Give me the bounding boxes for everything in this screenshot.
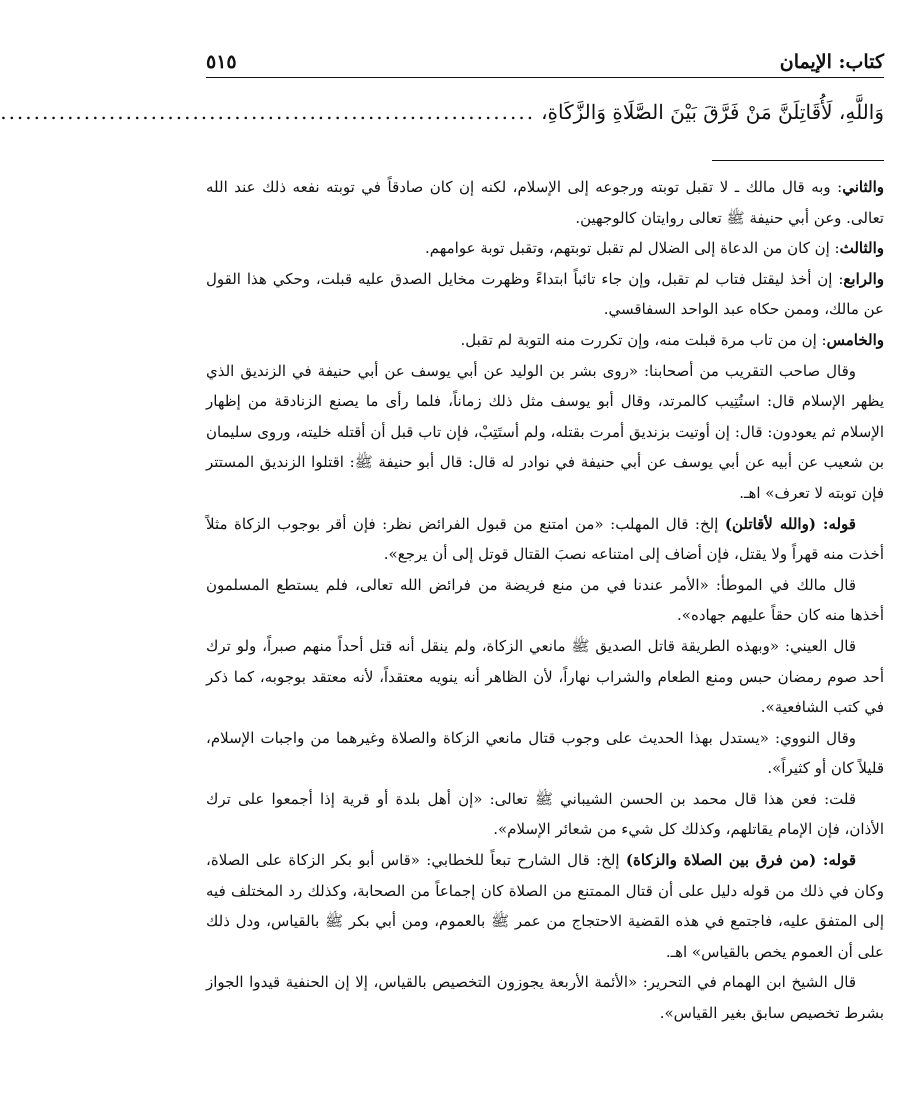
paragraph xyxy=(206,631,884,723)
paragraph-text: قال مالك في الموطأ: «الأمر عندنا في من منع فريضة من فرائض الله تعالى، فلم يستطع المسلمون أخذها منه كان حقاً عليهم جهاده». xyxy=(206,575,884,625)
paragraph xyxy=(206,325,884,356)
paragraph-text: قال الشيخ ابن الهمام في التحرير: «الأئمة الأربعة يجوزون التخصيص بالقياس، إلا إن الحنفية قيدوا الجواز بشرط تخصيص سابق بغير القياس». xyxy=(206,973,884,1023)
paragraph-text: وقال صاحب التقريب من أصحابنا: «روى بشر بن الوليد عن أبي يوسف عن أبي حنيفة في الزنديق الذي يظهر الإسلام قال: استُتِيب كالمرتد، وقال أبو يوسف مثل ذلك زماناً، فلما رأى ما يصنع الزنادقة من إظهار الإسلام ثم يعودون: قال: إن أوتيت بزنديق أمرت بقتله، ولم أستَتِبْ، فإن تاب قبل أن أقتله خليته، وروى سليمان بن شعيب عن أبيه عن أبي يوسف عن أبي حنيفة في نوادر له قال: قال أبو حنيفة ﷺ: اقتلوا الزنديق المستتر فإن توبته لا تعرف» اهـ. xyxy=(206,361,884,502)
paragraph-text: قال العيني: «وبهذه الطريقة قاتل الصديق ﷺ مانعي الزكاة، ولم ينقل أنه قتل أحداً منهم صبراً، ولو ترك أحد صوم رمضان حبس ومنع الطعام والشراب نهاراً، لأن الظاهر أنه ينويه معتقداً، لأنه معتقد بوجوبه، كما ذكر في كتب الشافعية». xyxy=(206,636,884,717)
paragraph-text: إلخ: قال الشارح تبعاً للخطابي: «قاس أبو بكر الزكاة على الصلاة، وكان في ذلك من قوله دليل على أن قتال الممتنع من الصلاة كان إجماعاً من الصحابة، وكذلك رد المختلف فيه إلى المتفق عليه، فاجتمع في هذه القضية الاحتجاج من عمر ﷺ بالعموم، ومن أبي بكر ﷺ بالقياس، ودل ذلك على أن العموم يخص بالقياس» اهـ. xyxy=(206,851,884,961)
paragraph-text: : وبه قال مالك ـ لا تقبل توبته ورجوعه إلى الإسلام، لكنه إن كان صادقاً في توبته نفعه ذلك عند الله تعالى. وعن أبي حنيفة ﷺ تعالى روايتان كالوجهين. xyxy=(206,178,884,227)
page-number: ٥١٥ xyxy=(206,51,237,73)
paragraph xyxy=(206,233,884,264)
hadith-text xyxy=(0,96,884,128)
paragraph xyxy=(206,723,884,784)
running-title: كتاب: الإيمان xyxy=(779,51,884,73)
paragraph-lead: والثاني xyxy=(842,178,884,196)
paragraph-text: : إن من تاب مرة قبلت منه، وإن تكررت منه التوبة لم تقبل. xyxy=(460,330,827,349)
paragraph-text: : إن كان من الدعاة إلى الضلال لم تقبل توبتهم، وتقبل توبة عوامهم. xyxy=(424,239,840,258)
paragraph xyxy=(206,845,884,967)
footnote-divider xyxy=(712,160,884,161)
paragraph xyxy=(206,264,884,325)
ellipsis-dots: ................................................................ xyxy=(0,100,536,124)
paragraph-lead: قوله: (من فرق بين الصلاة والزكاة) xyxy=(625,851,856,870)
paragraph-text: إلخ: قال المهلب: «من امتنع من قبول الفرائض نظر: فإن أقر بوجوب الزكاة مثلاً أخذت منه قهراً ولا يقتل، فإن أضاف إلى امتناعه نصبَ القتال قوتل إلى أن يرجع». xyxy=(206,514,884,564)
paragraph-text: : إن أخذ ليقتل فتاب لم تقبل، وإن جاء تائباً ابتداءً وظهرت مخايل الصدق عليه قبلت، وحكي هذا القول عن مالك، وممن حكاه عبد الواحد السفاقسي. xyxy=(206,269,884,319)
paragraph-lead: قوله: (والله لأقاتلن) xyxy=(724,514,856,533)
hadith-line: وَاللَّهِ، لَأُقَاتِلَنَّ مَنْ فَرَّقَ بَيْنَ الصَّلَاةِ وَالزَّكَاةِ، xyxy=(541,100,884,124)
paragraph-lead: والخامس xyxy=(826,330,884,349)
paragraph xyxy=(206,784,884,845)
paragraph-text: قلت: فعن هذا قال محمد بن الحسن الشيباني ﷺ تعالى: «إن أهل بلدة أو قرية إذا أجمعوا على ترك الأذان، فإن الإمام يقاتلهم، وكذلك كل شيء من شعائر الإسلام». xyxy=(206,789,884,839)
paragraph xyxy=(206,967,884,1028)
paragraph-lead: والثالث xyxy=(839,239,884,258)
commentary xyxy=(206,172,884,1029)
paragraph xyxy=(206,356,884,509)
paragraph xyxy=(206,509,884,570)
page-header xyxy=(206,42,884,78)
paragraph-text: وقال النووي: «يستدل بهذا الحديث على وجوب قتال مانعي الزكاة والصلاة وغيرهما من واجبات الإسلام، قليلاً كان أو كثيراً». xyxy=(206,728,884,778)
paragraph xyxy=(206,172,884,233)
paragraph xyxy=(206,570,884,631)
paragraph-lead: والرابع xyxy=(843,269,884,288)
